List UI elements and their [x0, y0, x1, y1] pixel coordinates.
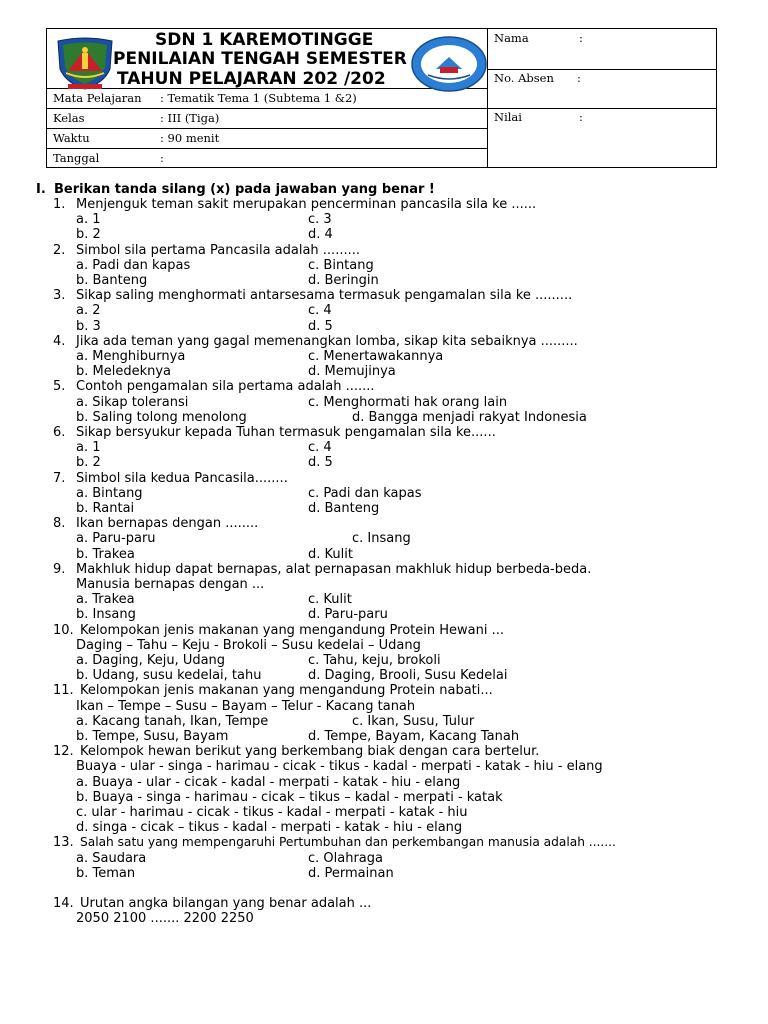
- question-detail: Ikan – Tempe – Susu – Bayam – Telur - Kacang tanah: [76, 698, 416, 714]
- regency-crest-logo: [54, 35, 116, 91]
- score-label: Nilai: [494, 110, 522, 124]
- header-divider: [487, 69, 716, 70]
- answer-option: d. Paru-paru: [308, 607, 388, 623]
- school-name: SDN 1 KAREMOTINGGE: [155, 30, 374, 50]
- question-number: 13.: [53, 835, 74, 851]
- question-number: 12.: [53, 744, 74, 760]
- academic-year: TAHUN PELAJARAN 202 /202: [117, 69, 386, 89]
- question-number: 7.: [53, 470, 66, 486]
- question-number: 1.: [53, 197, 66, 212]
- answer-option: b. Saling tolong menolong: [76, 409, 247, 425]
- answer-option: d. Bangga menjadi rakyat Indonesia: [352, 409, 587, 425]
- section-number: I.: [36, 182, 46, 197]
- question-number: 5.: [53, 379, 66, 395]
- answer-option: a. Sikap toleransi: [76, 394, 189, 410]
- question-text: Ikan bernapas dengan ........: [76, 516, 259, 532]
- answer-option: a. Trakea: [76, 592, 135, 608]
- header-divider: [487, 108, 716, 109]
- answer-option: c. Kulit: [308, 592, 352, 608]
- question-text: Simbol sila pertama Pancasila adalah .........: [76, 242, 360, 258]
- subject-value: : Tematik Tema 1 (Subtema 1 &2): [160, 91, 357, 105]
- question-detail: 2050 2100 ....... 2200 2250: [76, 911, 254, 927]
- question-text: Urutan angka bilangan yang benar adalah ...: [80, 896, 372, 912]
- header-divider: [47, 108, 487, 109]
- question-detail: Daging – Tahu – Keju - Brokoli – Susu kedelai – Udang: [76, 637, 421, 653]
- answer-option: d. Beringin: [308, 273, 379, 288]
- question-text: Sikap saling menghormati antarsesama termasuk pengamalan sila ke .........: [76, 288, 573, 304]
- question-number: 11.: [53, 683, 74, 699]
- header-table: [46, 28, 717, 168]
- answer-option: d. Memujinya: [308, 364, 396, 380]
- question-text: Makhluk hidup dapat bernapas, alat pernapasan makhluk hidup berbeda-beda.: [76, 561, 592, 577]
- date-value: :: [160, 151, 164, 165]
- question-number: 9.: [53, 561, 66, 577]
- answer-option: d. 5: [308, 455, 333, 471]
- exam-title: PENILAIAN TENGAH SEMESTER: [113, 49, 407, 69]
- time-label: Waktu: [53, 131, 90, 145]
- question-text: Salah satu yang mempengaruhi Pertumbuhan dan perkembangan manusia adalah .......: [80, 835, 616, 850]
- answer-option: c. Tahu, keju, brokoli: [308, 653, 441, 668]
- absen-field[interactable]: :: [577, 71, 581, 85]
- question-number: 3.: [53, 288, 66, 304]
- answer-option: c. ular - harimau - cicak - tikus - kadal - merpati - katak - hiu: [76, 805, 468, 820]
- answer-option: c. Bintang: [308, 257, 374, 273]
- question-text: Kelompokan jenis makanan yang mengandung Protein nabati...: [80, 683, 493, 699]
- answer-option: a. Buaya - ular - cicak - kadal - merpati - katak - hiu - elang: [76, 774, 461, 790]
- question-text: Jika ada teman yang gagal memenangkan lomba, sikap kita sebaiknya .........: [76, 333, 578, 349]
- answer-option: b. 2: [76, 455, 101, 471]
- answer-option: d. singa - cicak – tikus - kadal - merpati - katak - hiu - elang: [76, 820, 463, 836]
- question-text: Simbol sila kedua Pancasila........: [76, 470, 288, 486]
- time-value: : 90 menit: [160, 131, 220, 145]
- question-text: Menjenguk teman sakit merupakan pencerminan pancasila sila ke ......: [76, 197, 537, 212]
- answer-option: b. 3: [76, 318, 101, 334]
- question-number: 10.: [53, 622, 74, 638]
- answer-option: a. Kacang tanah, Ikan, Tempe: [76, 713, 269, 729]
- answer-option: a. Paru-paru: [76, 531, 156, 547]
- question-text: Sikap bersyukur kepada Tuhan termasuk pengamalan sila ke......: [76, 425, 496, 440]
- question-text: Contoh pengamalan sila pertama adalah .......: [76, 379, 375, 395]
- answer-option: b. Insang: [76, 607, 136, 623]
- answer-option: a. Saudara: [76, 850, 147, 866]
- answer-option: c. Menghormati hak orang lain: [308, 394, 508, 410]
- question-number: 14.: [53, 896, 74, 912]
- answer-option: d. Kulit: [308, 546, 353, 562]
- answer-option: c. Padi dan kapas: [308, 485, 422, 501]
- answer-option: b. Rantai: [76, 501, 135, 516]
- question-number: 8.: [53, 516, 66, 532]
- name-label: Nama: [494, 31, 529, 45]
- answer-option: c. 4: [308, 303, 332, 319]
- school-emblem-logo: [410, 35, 488, 93]
- answer-option: b. Buaya - singa - harimau - cicak – tikus – kadal - merpati - katak: [76, 789, 503, 805]
- answer-option: a. 1: [76, 212, 101, 228]
- answer-option: d. Daging, Brooli, Susu Kedelai: [308, 668, 508, 684]
- answer-option: b. Trakea: [76, 546, 135, 562]
- answer-option: d. 4: [308, 227, 333, 243]
- answer-option: a. Padi dan kapas: [76, 257, 191, 273]
- answer-option: c. Ikan, Susu, Tulur: [352, 713, 475, 729]
- score-field[interactable]: :: [579, 110, 583, 124]
- answer-option: d. Banteng: [308, 501, 380, 516]
- question-detail: Buaya - ular - singa - harimau - cicak - tikus - kadal - merpati - katak - hiu - elang: [76, 759, 603, 775]
- answer-option: c. Menertawakannya: [308, 349, 444, 364]
- question-text: Kelompok hewan berikut yang berkembang biak dengan cara bertelur.: [80, 744, 540, 760]
- question-text: Kelompokan jenis makanan yang mengandung Protein Hewani ...: [80, 622, 504, 638]
- name-field[interactable]: :: [579, 31, 583, 45]
- absen-label: No. Absen: [494, 71, 554, 85]
- header-divider: [47, 148, 487, 149]
- answer-option: a. 2: [76, 303, 101, 319]
- answer-option: b. Meledeknya: [76, 364, 172, 380]
- answer-option: c. Olahraga: [308, 850, 383, 866]
- answer-option: c. 4: [308, 440, 332, 456]
- answer-option: b. Udang, susu kedelai, tahu: [76, 668, 262, 684]
- answer-option: b. Banteng: [76, 273, 148, 288]
- answer-option: a. Menghiburnya: [76, 349, 186, 364]
- answer-option: d. 5: [308, 318, 333, 334]
- question-number: 2.: [53, 242, 66, 258]
- header-divider: [47, 128, 487, 129]
- answer-option: b. 2: [76, 227, 101, 243]
- answer-option: c. 3: [308, 212, 332, 228]
- subject-label: Mata Pelajaran: [53, 91, 142, 105]
- answer-option: a. 1: [76, 440, 101, 456]
- question-number: 6.: [53, 425, 66, 440]
- answer-option: b. Teman: [76, 865, 136, 881]
- class-label: Kelas: [53, 111, 85, 125]
- answer-option: a. Bintang: [76, 485, 143, 501]
- answer-option: c. Insang: [352, 531, 411, 547]
- answer-option: b. Tempe, Susu, Bayam: [76, 729, 229, 744]
- class-value: : III (Tiga): [160, 111, 220, 125]
- section-instruction: Berikan tanda silang (x) pada jawaban yang benar !: [54, 182, 435, 197]
- answer-option: a. Daging, Keju, Udang: [76, 653, 226, 668]
- answer-option: d. Tempe, Bayam, Kacang Tanah: [308, 729, 520, 744]
- question-number: 4.: [53, 333, 66, 349]
- date-label: Tanggal: [53, 151, 100, 165]
- question-detail: Manusia bernapas dengan ...: [76, 577, 265, 592]
- answer-option: d. Permainan: [308, 865, 394, 881]
